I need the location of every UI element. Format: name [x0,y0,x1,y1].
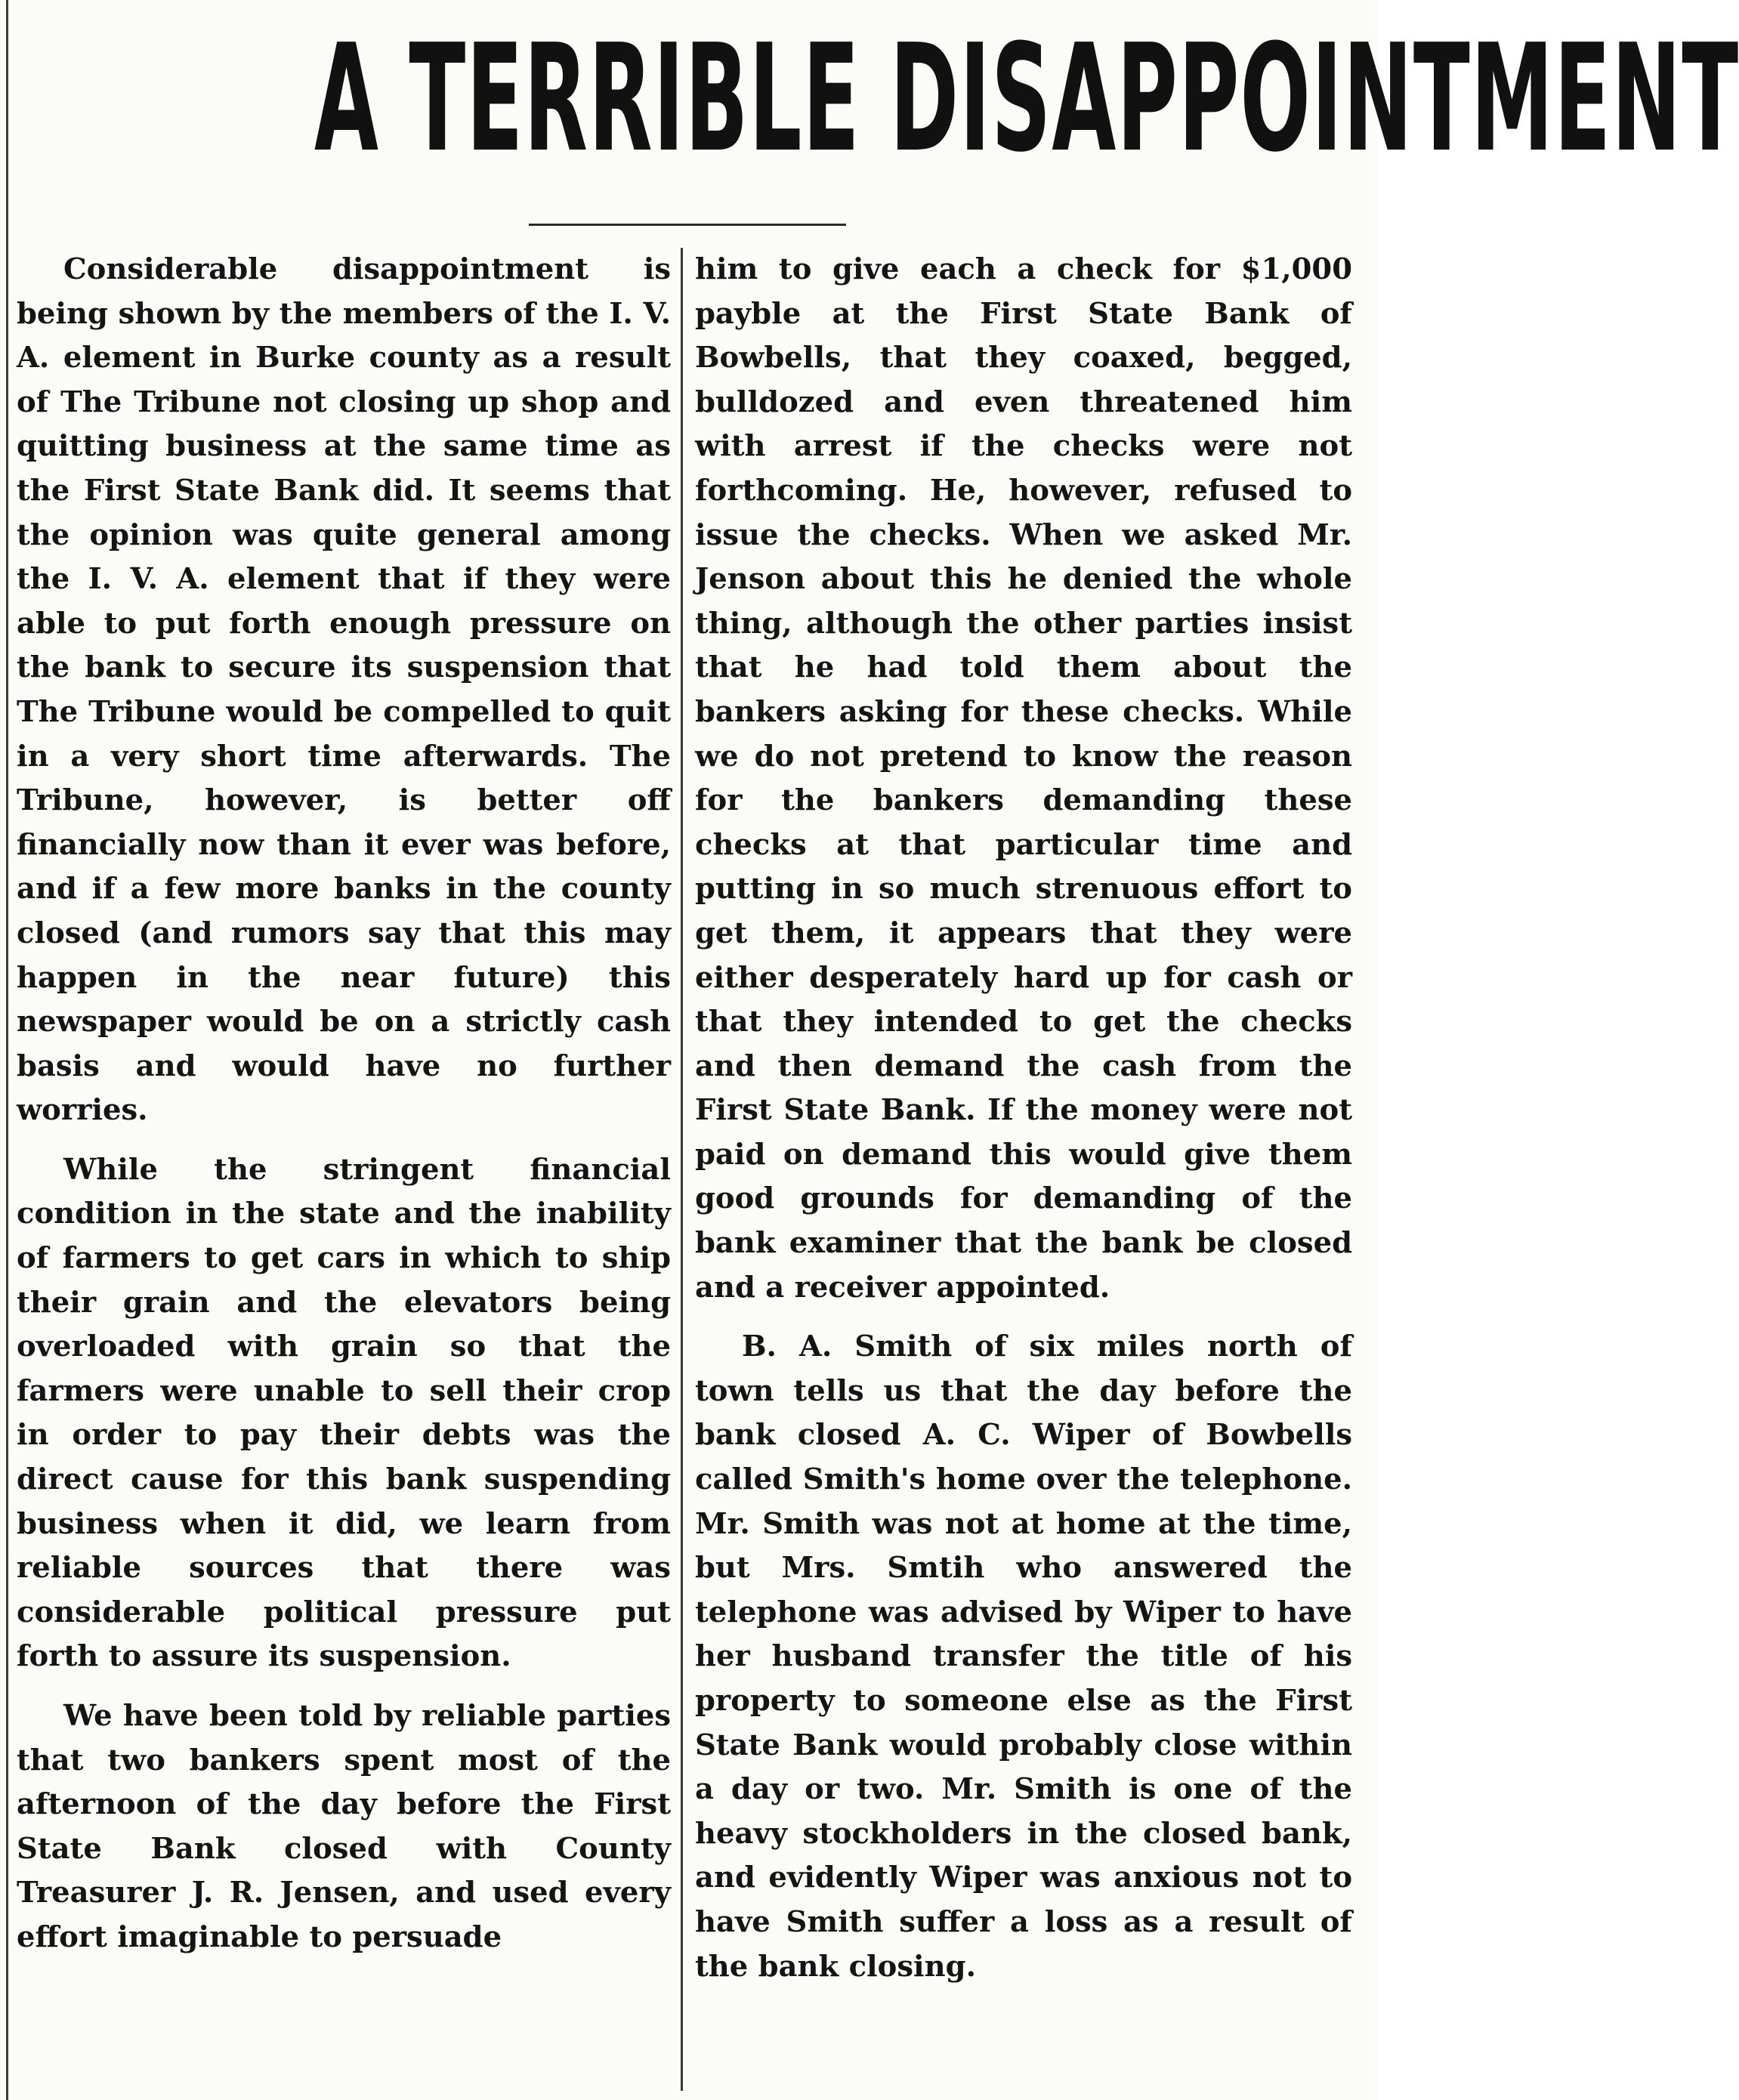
column-rule [681,248,683,2091]
left-edge-rule [6,0,8,2100]
paragraph: Considerable disappointment is being shown by the members of the I. V. A. element in Burke county as a result of The Tribune not closing up shop and quitting business at the same time as the First State Bank did. It seems that the opinion was quite general among the I. V. A. element that if they were able to put forth enough pressure on the bank to secure its suspension that The Tribune would be compelled to quit in a very short time afterwards. The Tribune, however, is better off financially now than it ever was before, and if a few more banks in the county closed (and rumors say that this may happen in the near future) this newspaper would be on a strictly cash basis and would have no further worries. [17,252,671,1128]
paragraph: We have been told by reliable parties that two bankers spent most of the afternoon of the day before the First State Bank closed with County Treasurer J. R. Jensen, and used every effort imaginable to persuade [17,1699,671,1954]
paragraph: B. A. Smith of six miles north of town tells us that the day before the bank closed A. C. Wiper of Bowbells called Smith's home over the telephone. Mr. Smith was not at home at the time, but Mrs. Smtih who answered the telephone was advised by Wiper to have her husband transfer the title of his property to someone else as the First State Bank would probably close within a day or two. Mr. Smith is one of the heavy stockholders in the closed bank, and evidently Wiper was anxious not to have Smith suffer a loss as a result of the bank closing. [695,1329,1352,1984]
headline-rule [529,224,846,226]
paragraph: him to give each a check for $1,000 payble at the First State Bank of Bowbells, that they coaxed, begged, bulldozed and even threatened him with arrest if the checks were not forthcoming. He, however, refused to issue the checks. When we asked Mr. Jenson about this he denied the whole thing, although the other parties insist that he had told them about the bankers asking for these checks. While we do not pretend to know the reason for the bankers demanding these checks at that particular time and putting in so much strenuous effort to get them, it appears that they were either desperately hard up for cash or that they intended to get the checks and then demand the cash from the First State Bank. If the money were not paid on demand this would give them good grounds for demanding of the bank examiner that the bank be closed and a receiver appointed. [695,252,1352,1305]
left-column [17,248,671,1960]
headline: A TERRIBLE DISAPPOINTMENT [314,13,1739,185]
paragraph: While the stringent financial condition in the state and the inability of farmers to get cars in which to ship their grain and the elevators being overloaded with grain so that the farmers were unable to sell their crop in order to pay their debts was the direct cause for this bank suspending business when it did, we learn from reliable sources that there was considerable political pressure put forth to assure its suspension. [17,1152,671,1674]
right-column [695,248,1352,1989]
